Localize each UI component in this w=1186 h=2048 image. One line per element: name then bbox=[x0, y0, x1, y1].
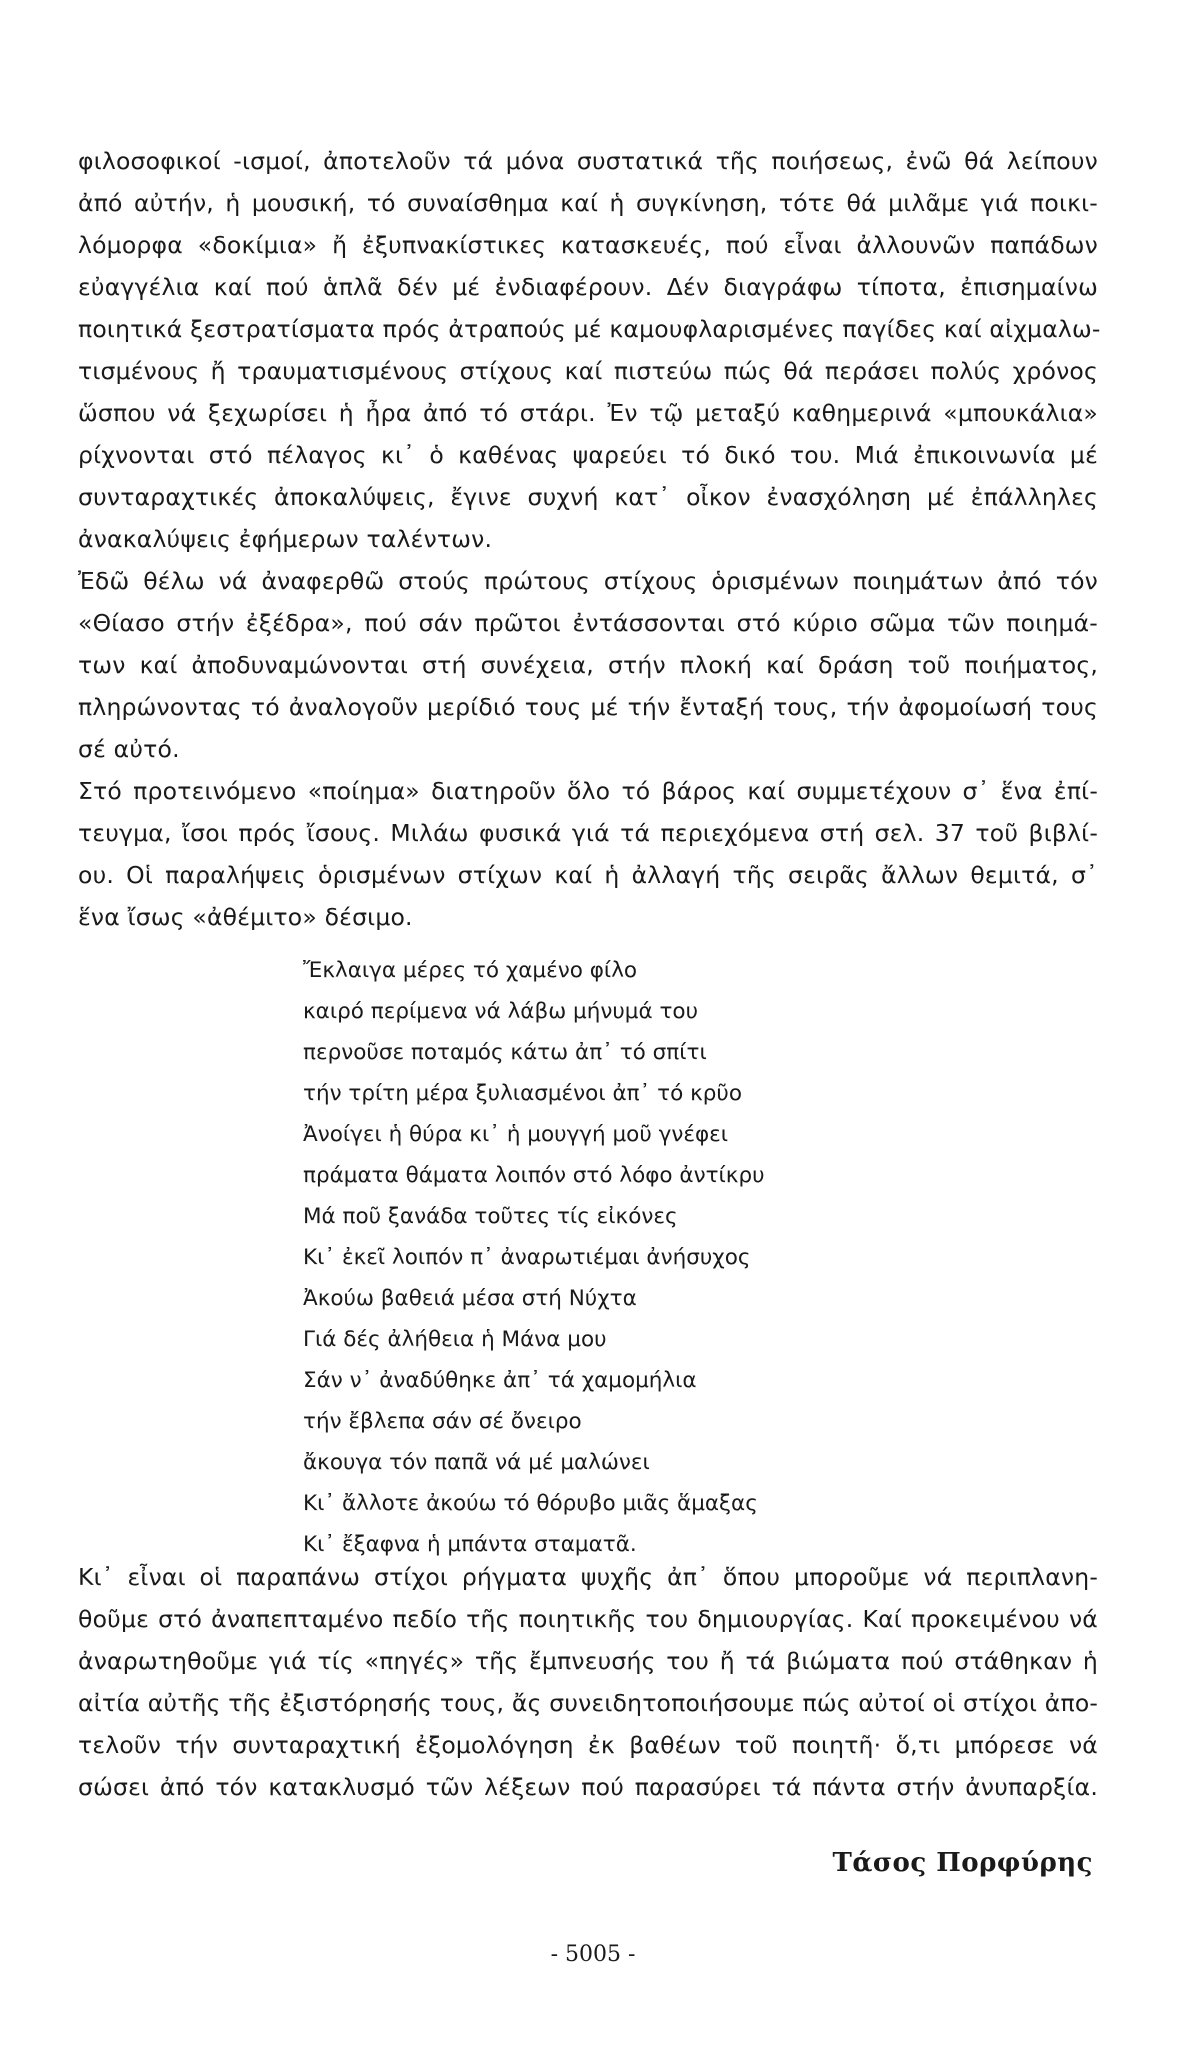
text-line: ἀνακαλύψεις ἐφήμερων ταλέντων. bbox=[78, 525, 493, 553]
poem-line: Μά ποῦ ξανάδα τοῦτες τίς εἰκόνες bbox=[303, 1204, 678, 1229]
paragraph-2 bbox=[78, 560, 1098, 770]
text-line: φιλοσοφικοί -ισμοί, ἀποτελοῦν τά μόνα συστατικά τῆς ποιήσεως, ἐνῶ θά λείπουν bbox=[78, 147, 1098, 175]
text-line: ἕνα ἴσως «ἀθέμιτο» δέσιμο. bbox=[78, 903, 413, 931]
text-line: θοῦμε στό ἀναπεπταμένο πεδίο τῆς ποιητικῆς του δημιουργίας. Καί προκειμένου νά bbox=[78, 1605, 1098, 1633]
text-line: τευγμα, ἴσοι πρός ἴσους. Μιλάω φυσικά γιά τά περιεχόμενα στή σελ. 37 τοῦ βιβλί- bbox=[78, 819, 1098, 847]
text-line: ρίχνονται στό πέλαγος κι᾽ ὁ καθένας ψαρεύει τό δικό του. Μιά ἐπικοινωνία μέ bbox=[78, 441, 1098, 469]
poem-line: Ἔκλαιγα μέρες τό χαμένο φίλο bbox=[303, 958, 638, 983]
text-line: των καί ἀποδυναμώνονται στή συνέχεια, στήν πλοκή καί δράση τοῦ ποιήματος, bbox=[78, 651, 1098, 679]
text-line: τελοῦν τήν συνταραχτική ἐξομολόγηση ἐκ βαθέων τοῦ ποιητῆ· ὅ,τι μπόρεσε νά bbox=[78, 1731, 1098, 1759]
poem-line: Ἀκούω βαθειά μέσα στή Νύχτα bbox=[303, 1286, 637, 1311]
text-line: σέ αὐτό. bbox=[78, 735, 180, 763]
poem-line: Ἀνοίγει ἡ θύρα κι᾽ ἡ μουγγή μοῦ γνέφει bbox=[303, 1122, 729, 1147]
poem-line: πράματα θάματα λοιπόν στό λόφο ἀντίκρυ bbox=[303, 1163, 765, 1188]
text-line: συνταραχτικές ἀποκαλύψεις, ἔγινε συχνή κατ᾽ οἶκον ἐνασχόληση μέ ἐπάλληλες bbox=[78, 483, 1098, 511]
poem-line: Κι᾽ ἄλλοτε ἀκούω τό θόρυβο μιᾶς ἅμαξας bbox=[303, 1491, 758, 1516]
text-line: ἀναρωτηθοῦμε γιά τίς «πηγές» τῆς ἔμπνευσής του ἤ τά βιώματα πού στάθηκαν ἡ bbox=[78, 1647, 1098, 1675]
text-line: αἰτία αὐτῆς τῆς ἐξιστόρησής τους, ἄς συνειδητοποιήσουμε πώς αὐτοί οἱ στίχοι ἀπο- bbox=[78, 1689, 1099, 1717]
essay-text-top bbox=[78, 140, 1101, 938]
essay-text-bottom bbox=[78, 1556, 1098, 1808]
paragraph-1 bbox=[78, 140, 1101, 560]
poem-line: Κι᾽ ἔξαφνα ἡ μπάντα σταματᾶ. bbox=[303, 1532, 637, 1557]
text-line: ὥσπου νά ξεχωρίσει ἡ ἦρα ἀπό τό στάρι. Ἐν τῷ μεταξύ καθημερινά «μπουκάλια» bbox=[78, 399, 1098, 427]
text-line: σώσει ἀπό τόν κατακλυσμό τῶν λέξεων πού παρασύρει τά πάντα στήν ἀνυπαρξία. bbox=[78, 1773, 1098, 1801]
poem-line: περνοῦσε ποταμός κάτω ἀπ᾽ τό σπίτι bbox=[303, 1040, 707, 1065]
poem-line: Γιά δές ἀλήθεια ἡ Μάνα μου bbox=[303, 1327, 607, 1352]
text-line: λόμορφα «δοκίμια» ἤ ἐξυπνακίστικες κατασκευές, πού εἶναι ἀλλουνῶν παπάδων bbox=[78, 231, 1098, 259]
text-line: εὐαγγέλια καί πού ἁπλᾶ δέν μέ ἐνδιαφέρουν. Δέν διαγράφω τίποτα, ἐπισημαίνω bbox=[78, 273, 1098, 301]
poem-line: Κι᾽ ἐκεῖ λοιπόν π᾽ ἀναρωτιέμαι ἀνήσυχος bbox=[303, 1245, 751, 1270]
paragraph-4 bbox=[78, 1556, 1098, 1808]
text-line: Ἐδῶ θέλω νά ἀναφερθῶ στούς πρώτους στίχους ὁρισμένων ποιημάτων ἀπό τόν bbox=[78, 567, 1098, 595]
poem-line: τήν τρίτη μέρα ξυλιασμένοι ἀπ᾽ τό κρῦο bbox=[303, 1081, 742, 1106]
text-line: ποιητικά ξεστρατίσματα πρός ἀτραπούς μέ καμουφλαρισμένες παγίδες καί αἰχμαλω- bbox=[78, 315, 1101, 343]
poem-line: ἄκουγα τόν παπᾶ νά μέ μαλώνει bbox=[303, 1450, 650, 1475]
quoted-poem bbox=[303, 950, 765, 1565]
text-line: τισμένους ἤ τραυματισμένους στίχους καί πιστεύω πώς θά περάσει πολύς χρόνος bbox=[78, 357, 1098, 385]
poem-line: τήν ἔβλεπα σάν σέ ὄνειρο bbox=[303, 1409, 582, 1434]
page-number: - 5005 - bbox=[550, 1942, 636, 1967]
text-line: ἀπό αὐτήν, ἡ μουσική, τό συναίσθημα καί ἡ συγκίνηση, τότε θά μιλᾶμε γιά ποικι- bbox=[78, 189, 1098, 217]
paragraph-3 bbox=[78, 770, 1098, 938]
text-line: πληρώνοντας τό ἀναλογοῦν μερίδιό τους μέ τήν ἔνταξή τους, τήν ἀφομοίωσή τους bbox=[78, 693, 1098, 721]
poem-line: καιρό περίμενα νά λάβω μήνυμά του bbox=[303, 999, 699, 1024]
text-line: Στό προτεινόμενο «ποίημα» διατηροῦν ὅλο τό βάρος καί συμμετέχουν σ᾽ ἕνα ἐπί- bbox=[78, 777, 1098, 805]
text-line: ου. Οἱ παραλήψεις ὁρισμένων στίχων καί ἡ ἀλλαγή τῆς σειρᾶς ἄλλων θεμιτά, σ᾽ bbox=[78, 861, 1098, 889]
text-line: Κι᾽ εἶναι οἱ παραπάνω στίχοι ρήγματα ψυχῆς ἀπ᾽ ὅπου μποροῦμε νά περιπλανη- bbox=[78, 1563, 1098, 1591]
text-line: «Θίασο στήν ἐξέδρα», πού σάν πρῶτοι ἐντάσσονται στό κύριο σῶμα τῶν ποιημά- bbox=[78, 609, 1098, 637]
author-signature: Τάσος Πορφύρης bbox=[832, 1848, 1093, 1878]
poem-line: Σάν ν᾽ ἀναδύθηκε ἀπ᾽ τά χαμομήλια bbox=[303, 1368, 697, 1393]
